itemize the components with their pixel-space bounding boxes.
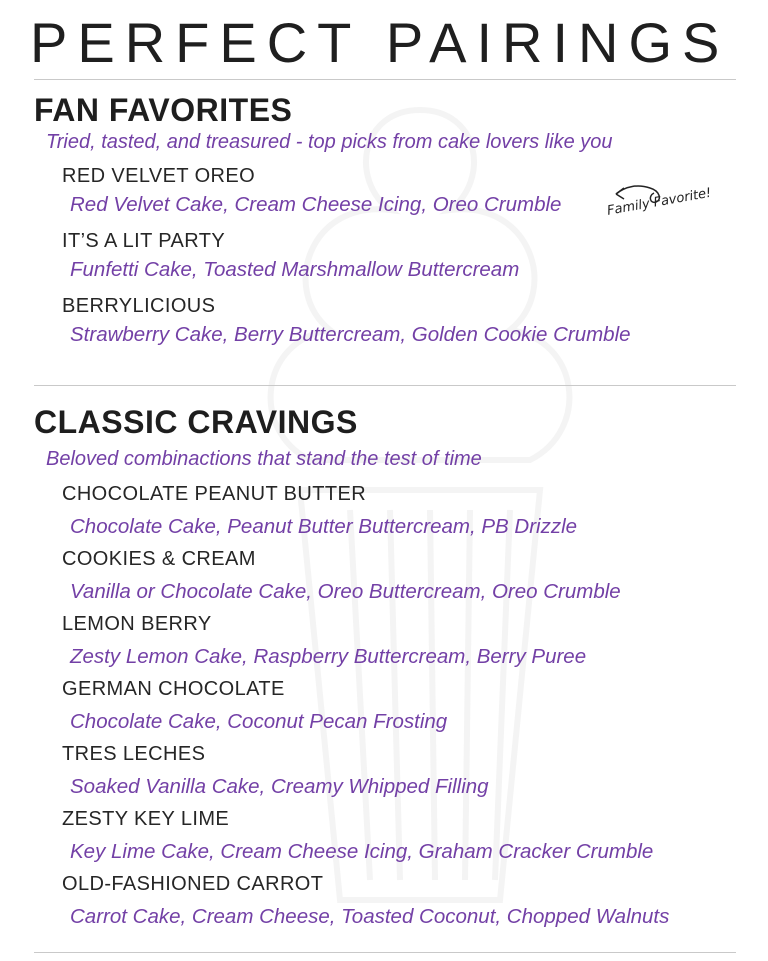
menu-item-name: RED VELVET OREO xyxy=(62,165,256,187)
section-tagline: Beloved combinactions that stand the test of time xyxy=(46,448,482,470)
menu-item-description: Strawberry Cake, Berry Buttercream, Golden Cookie Crumble xyxy=(70,323,631,346)
menu-item-description: Zesty Lemon Cake, Raspberry Buttercream, Berry Puree xyxy=(70,645,587,668)
menu-item-name: LEMON BERRY xyxy=(62,613,212,635)
section-divider xyxy=(34,385,736,386)
menu-item-name: BERRYLICIOUS xyxy=(62,295,216,317)
menu-item-description: Red Velvet Cake, Cream Cheese Icing, Oreo Crumble xyxy=(70,193,562,216)
menu-item-name: GERMAN CHOCOLATE xyxy=(62,678,285,700)
page-title: PERFECT PAIRINGS xyxy=(30,11,730,74)
menu-item-name: IT’S A LIT PARTY xyxy=(62,230,226,252)
menu-item-description: Chocolate Cake, Coconut Pecan Frosting xyxy=(70,710,448,733)
menu-item-description: Vanilla or Chocolate Cake, Oreo Buttercream, Oreo Crumble xyxy=(70,580,621,603)
menu-item-description: Chocolate Cake, Peanut Butter Buttercream, PB Drizzle xyxy=(70,515,578,538)
section-heading: CLASSIC CRAVINGS xyxy=(34,404,358,440)
menu-item-name: TRES LECHES xyxy=(62,743,206,765)
menu-item-description: Key Lime Cake, Cream Cheese Icing, Graham Cracker Crumble xyxy=(70,840,654,863)
menu-item-name: ZESTY KEY LIME xyxy=(62,808,230,830)
menu-item-name: COOKIES & CREAM xyxy=(62,548,256,570)
title-divider xyxy=(34,79,736,80)
family-favorite-note: Family Favorite! xyxy=(606,185,713,219)
menu-item-description: Soaked Vanilla Cake, Creamy Whipped Filling xyxy=(70,775,489,798)
menu-item-description: Funfetti Cake, Toasted Marshmallow Buttercream xyxy=(70,258,520,281)
section-tagline: Tried, tasted, and treasured - top picks from cake lovers like you xyxy=(46,131,613,153)
bottom-divider xyxy=(34,952,736,953)
menu-item-name: CHOCOLATE PEANUT BUTTER xyxy=(62,483,367,505)
menu-item-name: OLD-FASHIONED CARROT xyxy=(62,873,324,895)
menu-item-description: Carrot Cake, Cream Cheese, Toasted Coconut, Chopped Walnuts xyxy=(70,905,670,928)
section-heading: FAN FAVORITES xyxy=(34,92,293,128)
